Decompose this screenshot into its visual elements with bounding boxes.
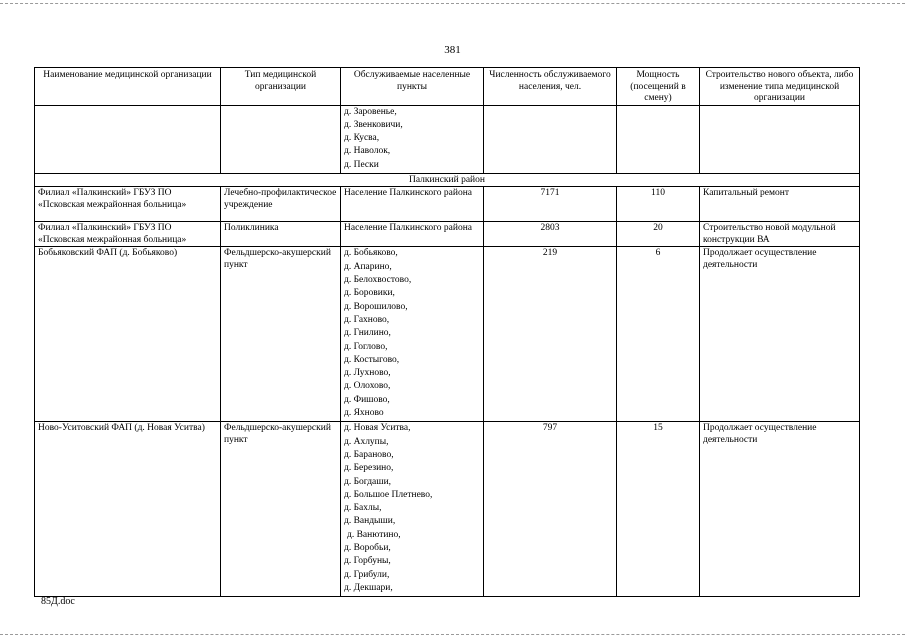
- cell-type: Фельдшерско-акушерский пункт: [221, 247, 341, 422]
- settlement-item: д. Ванютино,: [347, 529, 401, 540]
- settlement-item: д. Бахлы,: [344, 503, 382, 514]
- cell-settlements: Население Палкинского района: [341, 222, 484, 247]
- cell-type: Лечебно-профилактическое учреждение: [221, 187, 341, 222]
- cell-action: Строительство новой модульной конструкции ВА: [700, 222, 860, 247]
- settlement-item: д. Пески: [344, 159, 379, 170]
- settlement-item: д. Ворошилово,: [344, 301, 408, 312]
- settlement-item: д. Олохово,: [344, 381, 391, 392]
- cell-capacity: 15: [617, 422, 700, 597]
- bottom-scan-edge: [0, 634, 905, 635]
- settlement-item: д. Бараново,: [344, 449, 394, 460]
- table-row: [35, 222, 860, 247]
- cell-settlements: [341, 105, 484, 173]
- settlement-item: д. Боровики,: [344, 288, 395, 299]
- cell-action: Продолжает осуществление деятельности: [700, 422, 860, 597]
- settlement-item: д. Звенковичи,: [344, 119, 403, 130]
- cell-type: [221, 105, 341, 173]
- settlement-item: д. Березино,: [344, 463, 394, 474]
- medical-organizations-table: [34, 67, 860, 597]
- table-header-row: [35, 68, 860, 106]
- settlement-item: д. Новая Уситва,: [344, 423, 411, 434]
- cell-settlements: [341, 247, 484, 422]
- table-row-continuation: [35, 105, 860, 173]
- table-row: [35, 187, 860, 222]
- settlement-item: д. Гоглово,: [344, 341, 388, 352]
- table-row: [35, 247, 860, 422]
- cell-capacity: 110: [617, 187, 700, 222]
- page-number: 381: [444, 44, 461, 56]
- cell-action: [700, 105, 860, 173]
- settlement-item: д. Декшари,: [344, 582, 393, 593]
- settlement-item: д. Грибули,: [344, 569, 390, 580]
- settlement-item: д. Воробьи,: [344, 543, 391, 554]
- settlement-item: д. Богдаши,: [344, 476, 392, 487]
- settlement-item: д. Гахново,: [344, 314, 390, 325]
- cell-name: [35, 105, 221, 173]
- cell-capacity: 20: [617, 222, 700, 247]
- settlement-item: д. Ахлупы,: [344, 436, 389, 447]
- header-action: Строительство нового объекта, либо изменение типа медицинской организации: [700, 68, 860, 106]
- cell-action: Продолжает осуществление деятельности: [700, 247, 860, 422]
- cell-population: [484, 105, 617, 173]
- cell-population: 797: [484, 422, 617, 597]
- settlement-item: д. Апарино,: [344, 261, 392, 272]
- settlement-item: д. Костыгово,: [344, 354, 400, 365]
- top-scan-edge: [0, 3, 905, 4]
- cell-settlements: Население Палкинского района: [341, 187, 484, 222]
- header-org-name: Наименование медицинской организации: [35, 68, 221, 106]
- cell-action: Капитальный ремонт: [700, 187, 860, 222]
- settlement-item: д. Горбуны,: [344, 556, 391, 567]
- cell-name: Филиал «Палкинский» ГБУЗ ПО «Псковская межрайонная больница»: [35, 222, 221, 247]
- settlement-item: д. Бобьяково,: [344, 248, 398, 259]
- cell-name: Ново-Уситовский ФАП (д. Новая Уситва): [35, 422, 221, 597]
- cell-population: 7171: [484, 187, 617, 222]
- settlement-item: д. Вандыши,: [344, 516, 396, 527]
- settlement-item: д. Лухново,: [344, 368, 391, 379]
- settlement-item: д. Яхново: [344, 408, 384, 419]
- header-capacity: Мощность (посещений в смену): [617, 68, 700, 106]
- settlement-item: д. Большое Плетнево,: [344, 489, 433, 500]
- region-row: [35, 173, 860, 187]
- cell-settlements: [341, 422, 484, 597]
- cell-type: Фельдшерско-акушерский пункт: [221, 422, 341, 597]
- settlement-item: д. Фишово,: [344, 394, 390, 405]
- header-org-type: Тип медицинской организации: [221, 68, 341, 106]
- table-row: [35, 422, 860, 597]
- header-population: Численность обслуживаемого населения, чел.: [484, 68, 617, 106]
- cell-population: 219: [484, 247, 617, 422]
- settlement-item: д. Наволок,: [344, 146, 391, 157]
- cell-population: 2803: [484, 222, 617, 247]
- cell-type: Поликлиника: [221, 222, 341, 247]
- header-settlements: Обслуживаемые населенные пункты: [341, 68, 484, 106]
- region-title: Палкинский район: [35, 173, 860, 187]
- cell-name: Филиал «Палкинский» ГБУЗ ПО «Псковская межрайонная больница»: [35, 187, 221, 222]
- settlement-item: д. Кусва,: [344, 133, 380, 144]
- cell-capacity: 6: [617, 247, 700, 422]
- cell-name: Бобьяковский ФАП (д. Бобьяково): [35, 247, 221, 422]
- settlement-item: д. Гнилино,: [344, 328, 391, 339]
- cell-capacity: [617, 105, 700, 173]
- settlement-item: д. Белохвостово,: [344, 275, 412, 286]
- settlement-item: д. Заровенье,: [344, 106, 397, 117]
- document-filename: 85Д.doc: [41, 596, 75, 607]
